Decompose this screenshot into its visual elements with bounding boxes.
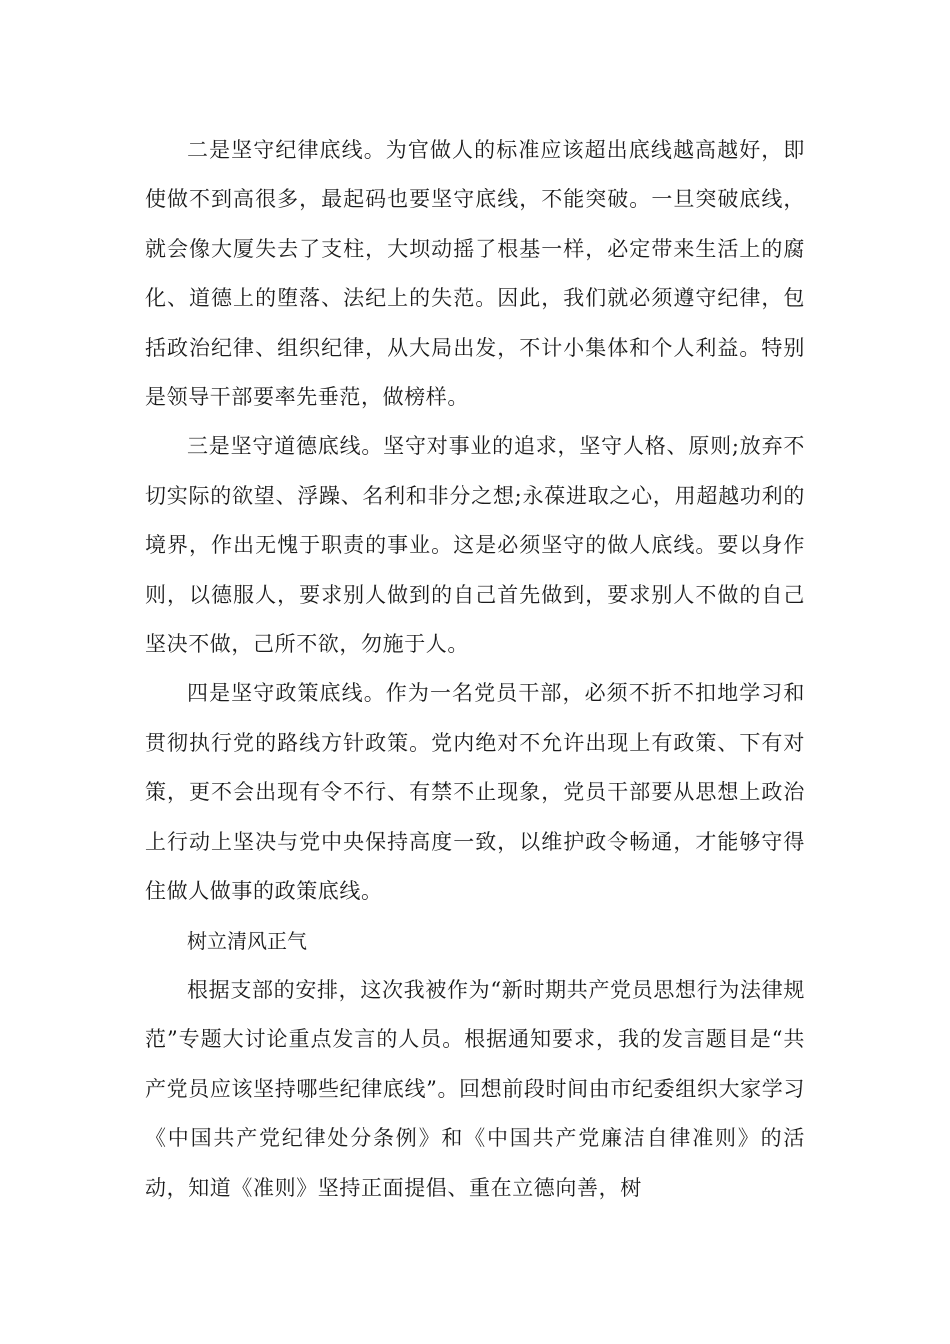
- document-page: [145, 126, 805, 1213]
- paragraph-discipline-baseline: 二是坚守纪律底线。为官做人的标准应该超出底线越高越好，即使做不到高很多，最起码也要坚守底线，不能突破。一旦突破底线，就会像大厦失去了支柱，大坝动摇了根基一样，必定带来生活上的腐化、道德上的堕落、法纪上的失范。因此，我们就必须遵守纪律，包括政治纪律、组织纪律，从大局出发，不计小集体和个人利益。特别是领导干部要率先垂范，做榜样。: [145, 138, 805, 410]
- section-heading: 树立清风正气: [187, 928, 307, 953]
- paragraph-moral-baseline: 三是坚守道德底线。坚守对事业的追求，坚守人格、原则;放弃不切实际的欲望、浮躁、名利和非分之想;永葆进取之心，用超越功利的境界，作出无愧于职责的事业。这是必须坚守的做人底线。要以身作则，以德服人，要求别人做到的自己首先做到，要求别人不做的自己坚决不做，己所不欲，勿施于人。: [145, 434, 805, 657]
- paragraph-branch-arrangement: 根据支部的安排，这次我被作为“新时期共产党员思想行为法律规范”专题大讨论重点发言的人员。根据通知要求，我的发言题目是“共产党员应该坚持哪些纪律底线”。回想前段时间由市纪委组织大家学习《中国共产党纪律处分条例》和《中国共产党廉洁自律准则》的活动，知道《准则》坚持正面提倡、重在立德向善，树: [145, 977, 805, 1200]
- paragraph-policy-baseline: 四是坚守政策底线。作为一名党员干部，必须不折不扣地学习和贯彻执行党的路线方针政策。党内绝对不允许出现上有政策、下有对策，更不会出现有令不行、有禁不止现象，党员干部要从思想上政治上行动上坚决与党中央保持高度一致，以维护政令畅通，才能够守得住做人做事的政策底线。: [145, 681, 805, 904]
